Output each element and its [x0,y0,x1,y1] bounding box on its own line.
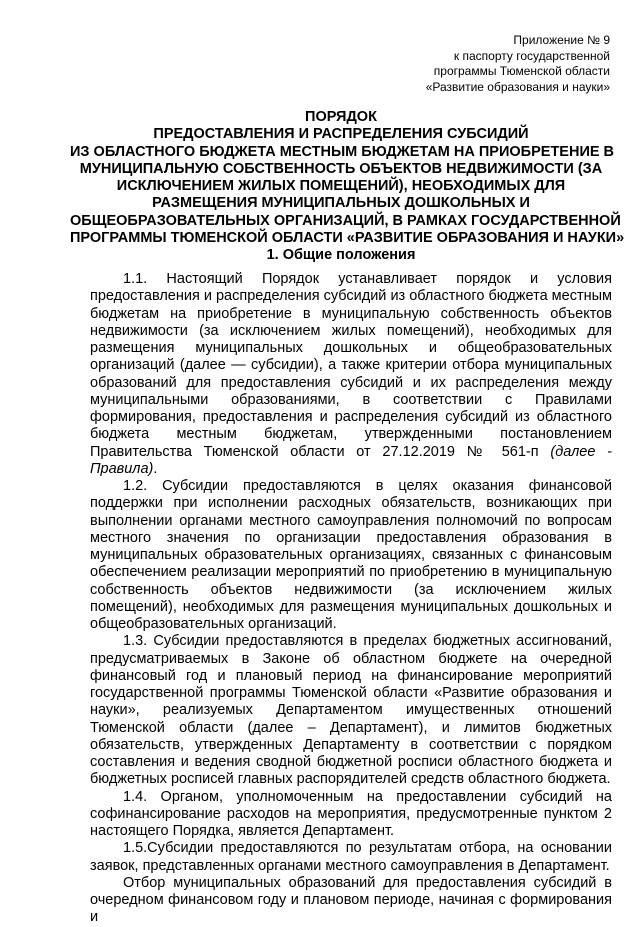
section-heading: 1. Общие положения [266,247,416,264]
paragraph-1-2: 1.2. Субсидии предоставляются в целях оказания финансовой поддержки при исполнении расходных обязательств, возникающих при выполнении органами местного самоуправления полномочий по вопросам местного значения по организации предоставления образования в муниципальных образовательных организациях, связанных с финансовым обеспечением реализации мероприятий по приобретению в муниципальную собственность объектов недвижимости (за исключением жилых помещений), необходимых для размещения муниципальных дошкольных и общеобразовательных организаций. [90,478,612,632]
appendix-line: программы Тюменской области [433,64,610,78]
title-line: ИСКЛЮЧЕНИЕМ ЖИЛЫХ ПОМЕЩЕНИЙ), НЕОБХОДИМЫХ ДЛЯ [116,178,566,195]
paragraph-selection: Отбор муниципальных образований для предоставления субсидий в очередном финансовом году и плановом периоде, начиная с формирования и [90,874,612,926]
appendix-line: Приложение № 9 [513,33,610,47]
title-line: ИЗ ОБЛАСТНОГО БЮДЖЕТА МЕСТНЫМ БЮДЖЕТАМ НА ПРИОБРЕТЕНИЕ В [70,143,615,160]
document-title [70,109,625,265]
paragraph-1-1 [90,271,612,478]
paragraph-italic-text: (далее - Правила) [90,443,612,477]
document-body [90,271,612,927]
paragraph-1-4: 1.4. Органом, уполномоченным на предоставлении субсидий на софинансирование расходов на мероприятия, предусмотренные пунктом 2 настоящего Порядка, является Департамент. [90,788,612,839]
paragraph-1-5: 1.5.Субсидии предоставляются по результатам отбора, на основании заявок, представленных органами местного самоуправления в Департамент. [90,840,612,874]
paragraph-text: . [153,460,158,477]
title-heading: ПОРЯДОК [305,109,377,125]
title-line: ОБЩЕОБРАЗОВАТЕЛЬНЫХ ОРГАНИЗАЦИЙ, В РАМКАХ ГОСУДАРСТВЕННОЙ [70,212,621,229]
title-line: МУНИЦИПАЛЬНУЮ СОБСТВЕННОСТЬ ОБЪЕКТОВ НЕДВИЖИМОСТИ (ЗА [79,160,603,177]
paragraph-1-3: 1.3. Субсидии предоставляются в пределах бюджетных ассигнований, предусматриваемых в Законе об областном бюджете на очередной финансовый год и плановый период на финансирование мероприятий государственной программы Тюменской области «Развитие образования и науки», реализуемых Департаментом имущественных отношений Тюменской области (далее – Департамент), и лимитов бюджетных обязательств, утвержденных Департаменту в соответствии с порядком составления и ведения сводной бюджетной росписи областного бюджета и бюджетных росписей главных распорядителей средств областного бюджета. [90,633,612,788]
title-line: ПРЕДОСТАВЛЕНИЯ И РАСПРЕДЕЛЕНИЯ СУБСИДИЙ [153,126,529,143]
paragraph-text: 1.1. Настоящий Порядок устанавливает порядок и условия предоставления и распределения субсидий из областного бюджета местным бюджетам на приобретение в муниципальную собственность объектов недвижимости (за исключением жилых помещений), необходимых для размещения муниципальных дошкольных и общеобразовательных организаций (далее — субсидии), а также критерии отбора муниципальных образований для предоставления субсидий и их распределения между муниципальными образованиями, в соответствии с Правилами формирования, предоставления и распределения субсидий из областного бюджета местным бюджетам, утвержденными постановлением Правительства Тюменской области от 27.12.2019 № 561-п [90,271,612,460]
title-line: РАЗМЕЩЕНИЯ МУНИЦИПАЛЬНЫХ ДОШКОЛЬНЫХ И [152,195,530,212]
appendix-line: к паспорту государственной [453,48,610,63]
appendix-line: «Развитие образования и науки» [425,79,610,94]
appendix-note [426,33,610,95]
title-line: ПРОГРАММЫ ТЮМЕНСКОЙ ОБЛАСТИ «РАЗВИТИЕ ОБРАЗОВАНИЯ И НАУКИ» [70,230,625,247]
